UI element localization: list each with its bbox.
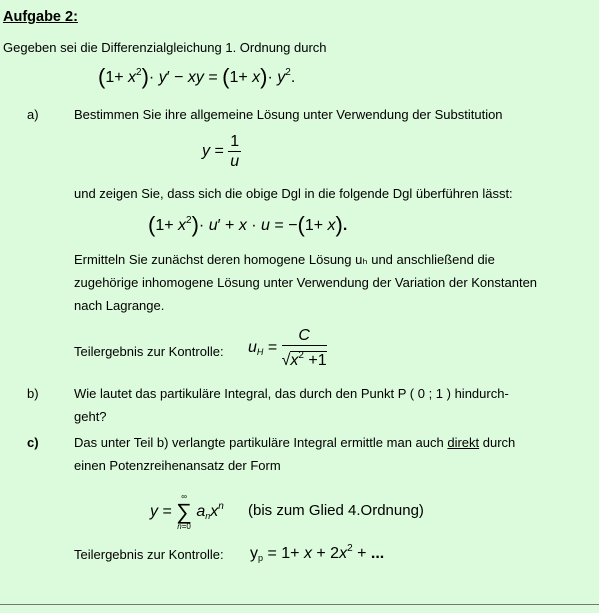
part-a-line2: und zeigen Sie, dass sich die obige Dgl in die folgende Dgl überführen lässt:	[74, 186, 513, 201]
transformed-equation: $(1+ x^2)\cdot u' + x \cdot u = -(1+ x)$.	[148, 212, 348, 237]
part-c-line1	[74, 434, 515, 452]
part-c-label: c)	[27, 435, 39, 450]
direkt-underlined: direkt	[447, 435, 480, 450]
part-c-line1-post: durch	[479, 435, 516, 450]
power-series-equation: y = ∞ ∑ n=0 $a_nx^n$	[150, 492, 224, 531]
part-c-check-label: Teilergebnis zur Kontrolle:	[74, 547, 224, 562]
ode-equation: $(1+ x^2)\cdot y'$ − xy = $(1+ x)\cdot y^2$.	[98, 64, 296, 89]
part-a-para-2: zugehörige inhomogene Lösung unter Verwendung der Variation der Konstanten	[74, 275, 538, 290]
part-a-para-1: Ermitteln Sie zunächst deren homogene Lösung uₕ und anschließend die	[74, 252, 495, 267]
part-b-label: b)	[27, 386, 39, 401]
part-a-label: a)	[27, 107, 39, 122]
part-c-line2: einen Potenzreihenansatz der Form	[74, 458, 281, 473]
part-b-line1: Wie lautet das partikuläre Integral, das durch den Punkt P ( 0 ; 1 ) hindurch-	[74, 386, 509, 401]
series-note: (bis zum Glied 4.Ordnung)	[248, 502, 424, 519]
part-c-line1-pre: Das unter Teil b) verlangte partikuläre Integral ermittle man auch	[74, 435, 448, 450]
part-b-line2: geht?	[74, 409, 107, 424]
substitution-equation: y = $\frac{1}{u}$	[202, 133, 240, 170]
homogeneous-result: $u_H$ = $\frac{C}{√x^2 +1}$	[248, 327, 327, 369]
part-a-check-label: Teilergebnis zur Kontrolle:	[74, 344, 224, 359]
intro-text: Gegeben sei die Differenzialgleichung 1. Ordnung durch	[3, 40, 327, 55]
task-title: Aufgabe 2:	[3, 9, 78, 25]
part-a-line1: Bestimmen Sie ihre allgemeine Lösung unter Verwendung der Substitution	[74, 107, 503, 122]
part-a-para-3: nach Lagrange.	[74, 298, 165, 313]
bottom-divider	[0, 604, 599, 605]
series-result: $y_p = 1+ x + 2x^2$ + ...	[250, 543, 385, 563]
